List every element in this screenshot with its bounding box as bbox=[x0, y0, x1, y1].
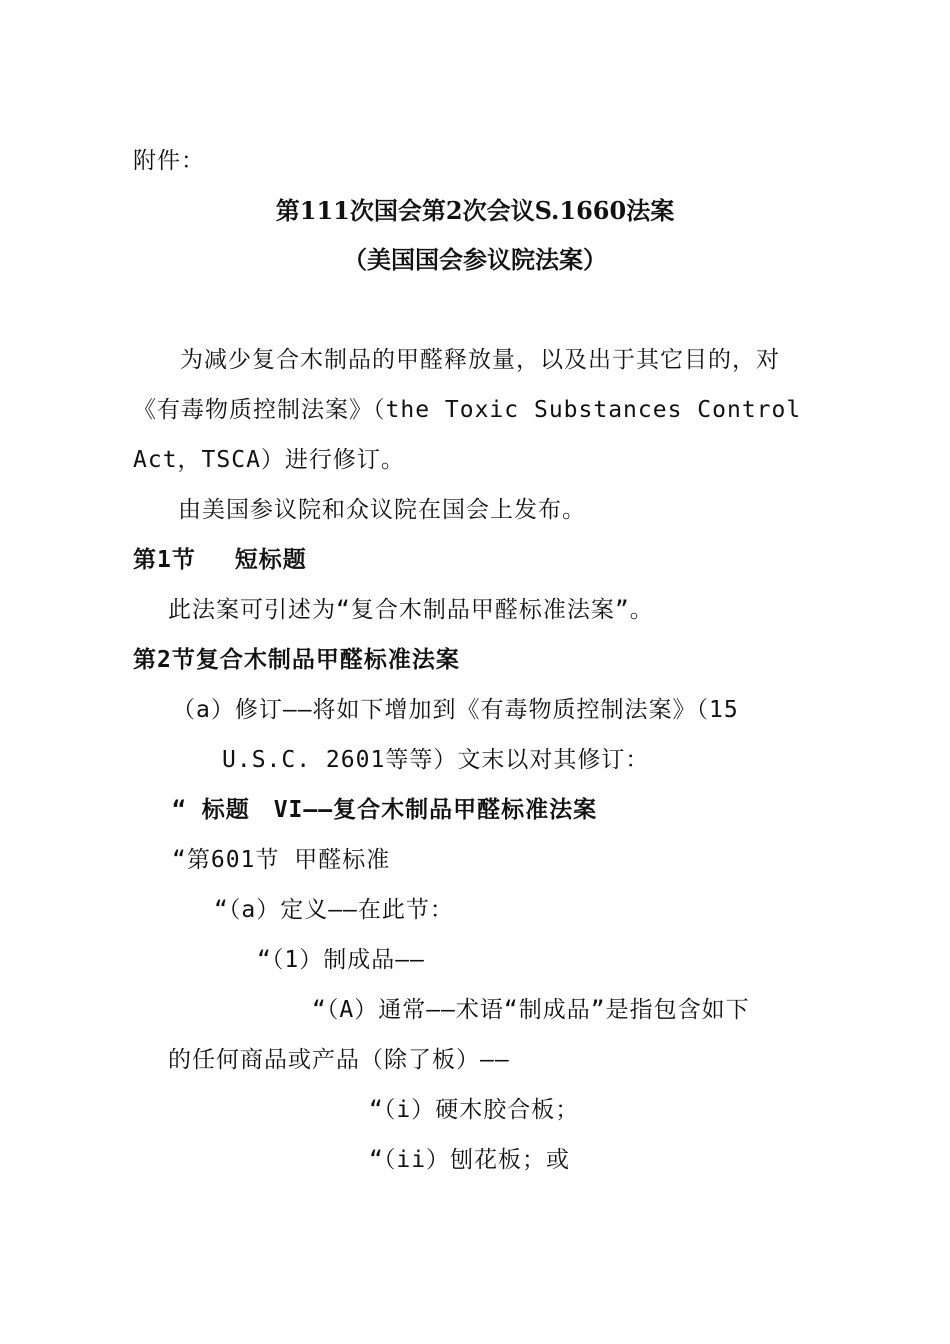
item-i: “（i）硬木胶合板； bbox=[369, 1097, 580, 1123]
item-ii: “（ii）刨花板；或 bbox=[369, 1147, 571, 1173]
definition-A-line-2: 的任何商品或产品（除了板）—— bbox=[168, 1047, 510, 1073]
enacting-clause: 由美国参议院和众议院在国会上发布。 bbox=[178, 497, 586, 523]
section-2a-line-2: U.S.C. 2601等等）文末以对其修订： bbox=[222, 747, 650, 773]
section-2-heading: 第2节复合木制品甲醛标准法案 bbox=[133, 647, 460, 673]
definition-A-line-1: “（A）通常——术语“制成品”是指包含如下 bbox=[312, 997, 750, 1023]
definition-1: “（1）制成品—— bbox=[257, 947, 425, 973]
attachment-label: 附件： bbox=[133, 148, 205, 174]
section-1-text: 此法案可引述为“复合木制品甲醛标准法案”。 bbox=[168, 597, 654, 623]
purpose-line-2: 《有毒物质控制法案》（the Toxic Substances Control bbox=[133, 397, 802, 423]
section-601-heading: “第601节 甲醛标准 bbox=[172, 847, 391, 873]
bill-title: 第111次国会第2次会议S.1660法案 bbox=[275, 196, 675, 225]
section-2a-line-1: （a）修订——将如下增加到《有毒物质控制法案》（15 bbox=[172, 697, 739, 723]
title-vi-heading: “ 标题 VI——复合木制品甲醛标准法案 bbox=[172, 797, 598, 823]
purpose-line-1: 为减少复合木制品的甲醛释放量，以及出于其它目的，对 bbox=[180, 347, 780, 373]
bill-subtitle: （美国国会参议院法案） bbox=[343, 245, 607, 274]
purpose-line-3: Act，TSCA）进行修订。 bbox=[133, 447, 405, 473]
definition-a: “（a）定义——在此节： bbox=[214, 897, 454, 923]
section-1-heading: 第1节 短标题 bbox=[133, 547, 307, 573]
